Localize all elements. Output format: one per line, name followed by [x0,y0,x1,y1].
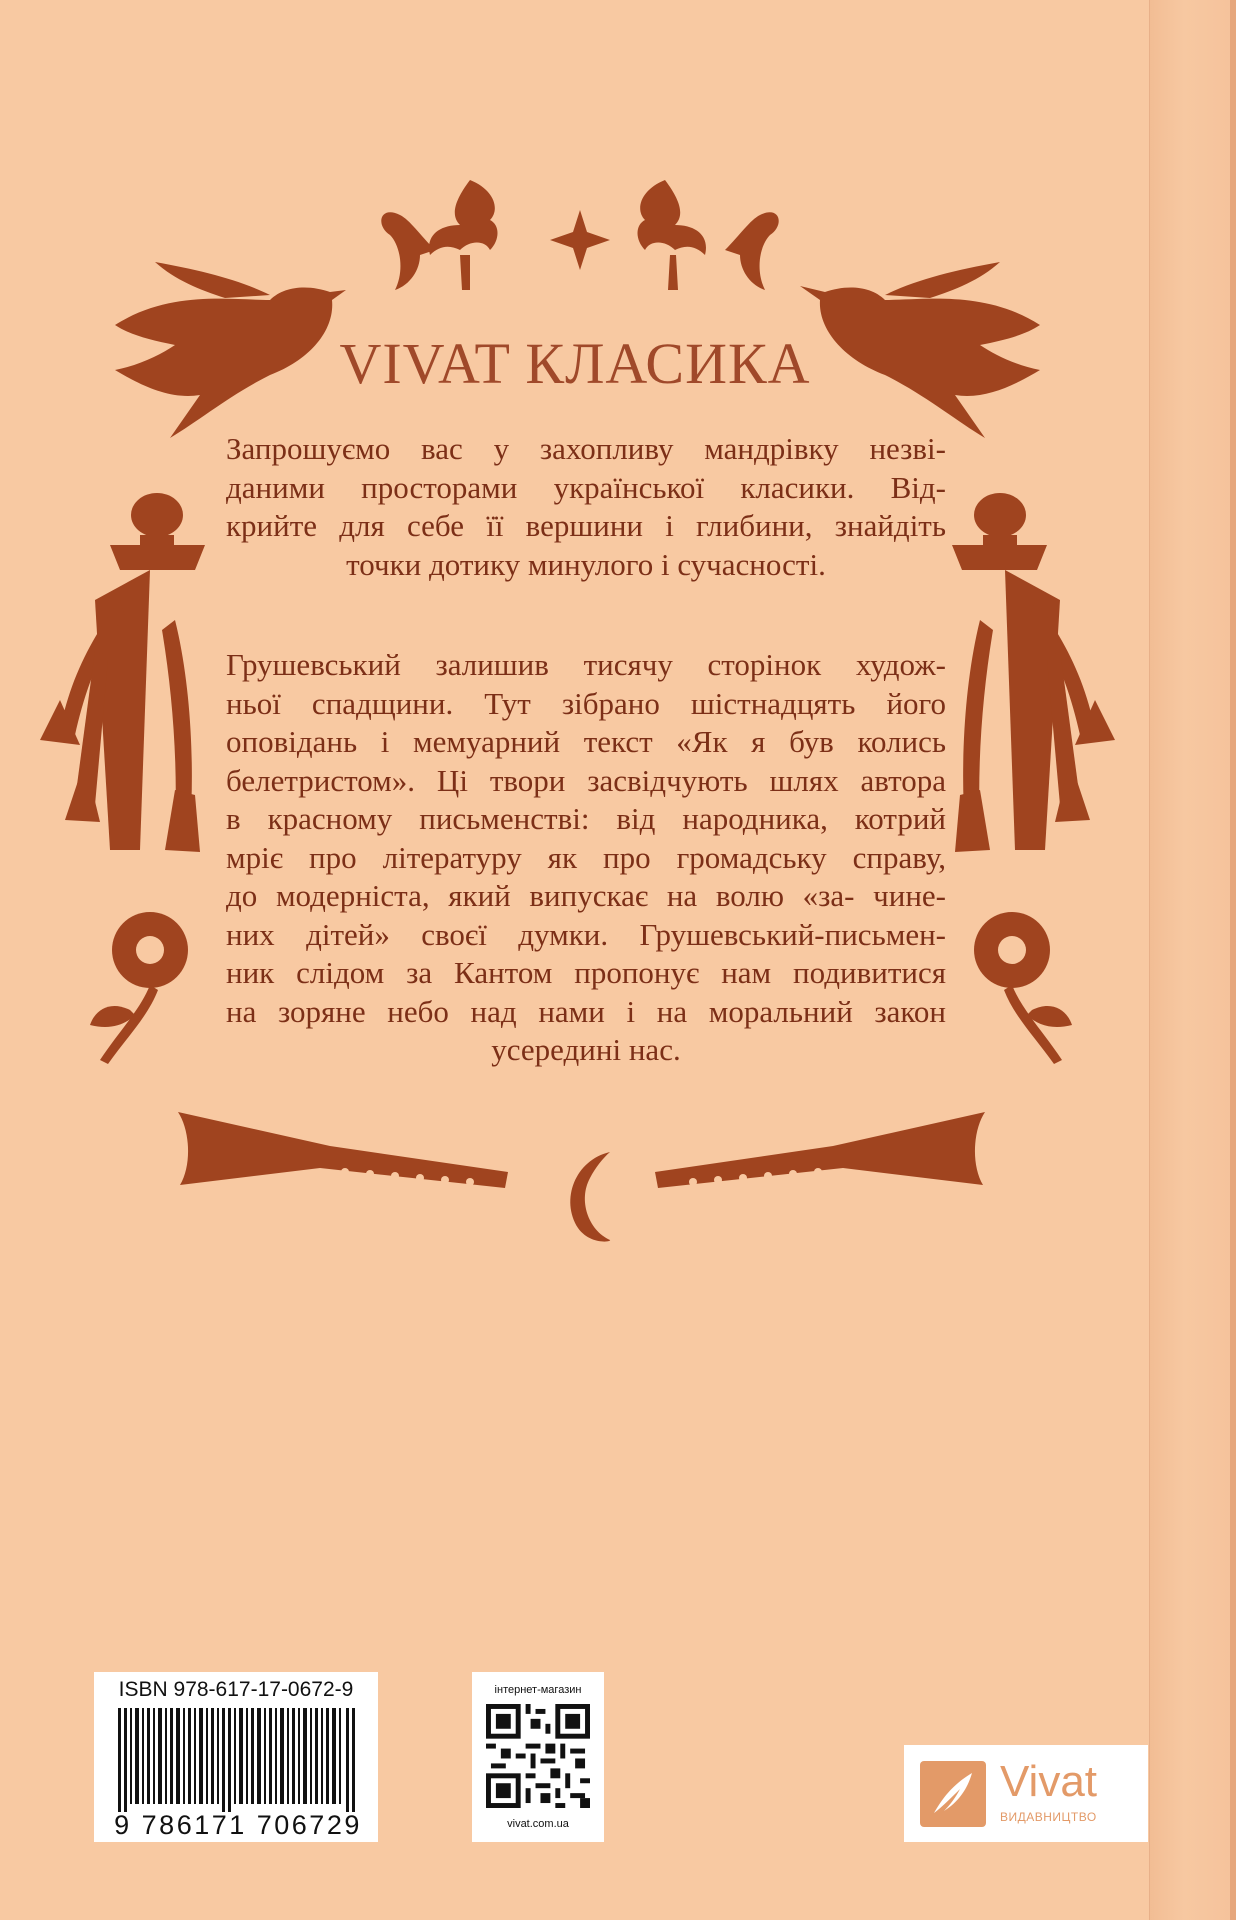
feather-logo-icon [920,1761,986,1827]
qr-url[interactable]: vivat.com.ua [507,1818,569,1830]
qr-code-block[interactable] [472,1672,604,1842]
crescent-moon-icon [570,1152,610,1242]
text-line: в красному письменстві: від народника, котрий [226,801,946,836]
right-tulip-icon [638,180,779,290]
text-line: до модерніста, який випускає на волю «за- чине- [226,878,946,913]
left-tassel-staff-icon [40,493,205,852]
text-line: белетристом». Ці твори засвідчують шлях автора [226,762,946,798]
right-flower-icon [974,912,1072,1064]
publisher-logo [904,1745,1148,1842]
right-tassel-staff-icon [952,493,1115,852]
left-tulip-icon [381,180,497,290]
text-line: ник слідом за Кантом пропонує нам подивитися [226,955,946,990]
text-line: мріє про літературу як про громадську справу, [226,839,946,875]
isbn-digits: 9 786171 706729 [114,1810,362,1840]
left-trumpet-icon [178,1112,508,1188]
text-line: даними просторами української класики. Від- [226,469,946,505]
series-title: VIVAT КЛАСИКА [339,331,811,396]
text-line: Грушевський залишив тисячу сторінок худож- [226,647,946,682]
text-line: ньої спадщини. Тут зібрано шістнадцять його [226,685,946,721]
text-line: них дітей» своєї думки. Грушевський-письмен- [226,916,946,952]
left-flower-icon [90,912,188,1064]
barcode-icon [118,1708,358,1812]
text-line: усередині нас. [491,1032,681,1067]
text-line: точки дотику минулого і сучасності. [346,546,826,582]
text-line: крийте для себе її вершини і глибини, знайдіть [226,508,946,543]
publisher-subtitle: ВИДАВНИЦТВО [1000,1810,1097,1824]
star-icon [550,210,610,270]
text-line: оповідань і мемуарний текст «Як я був колись [226,724,946,759]
right-trumpet-icon [655,1112,985,1188]
qr-top-label: інтернет-магазин [494,1684,582,1696]
text-line: Запрошуємо вас у захопливу мандрівку незві- [226,431,946,466]
qr-code-icon[interactable] [486,1704,590,1808]
isbn-barcode-block [94,1672,378,1842]
text-line: на зоряне небо над нами і на моральний закон [226,993,946,1029]
publisher-name: Vivat [1000,1757,1098,1806]
description-paragraph [226,646,946,1070]
isbn-label: ISBN 978-617-17-0672-9 [118,1678,354,1701]
intro-paragraph [226,430,946,584]
